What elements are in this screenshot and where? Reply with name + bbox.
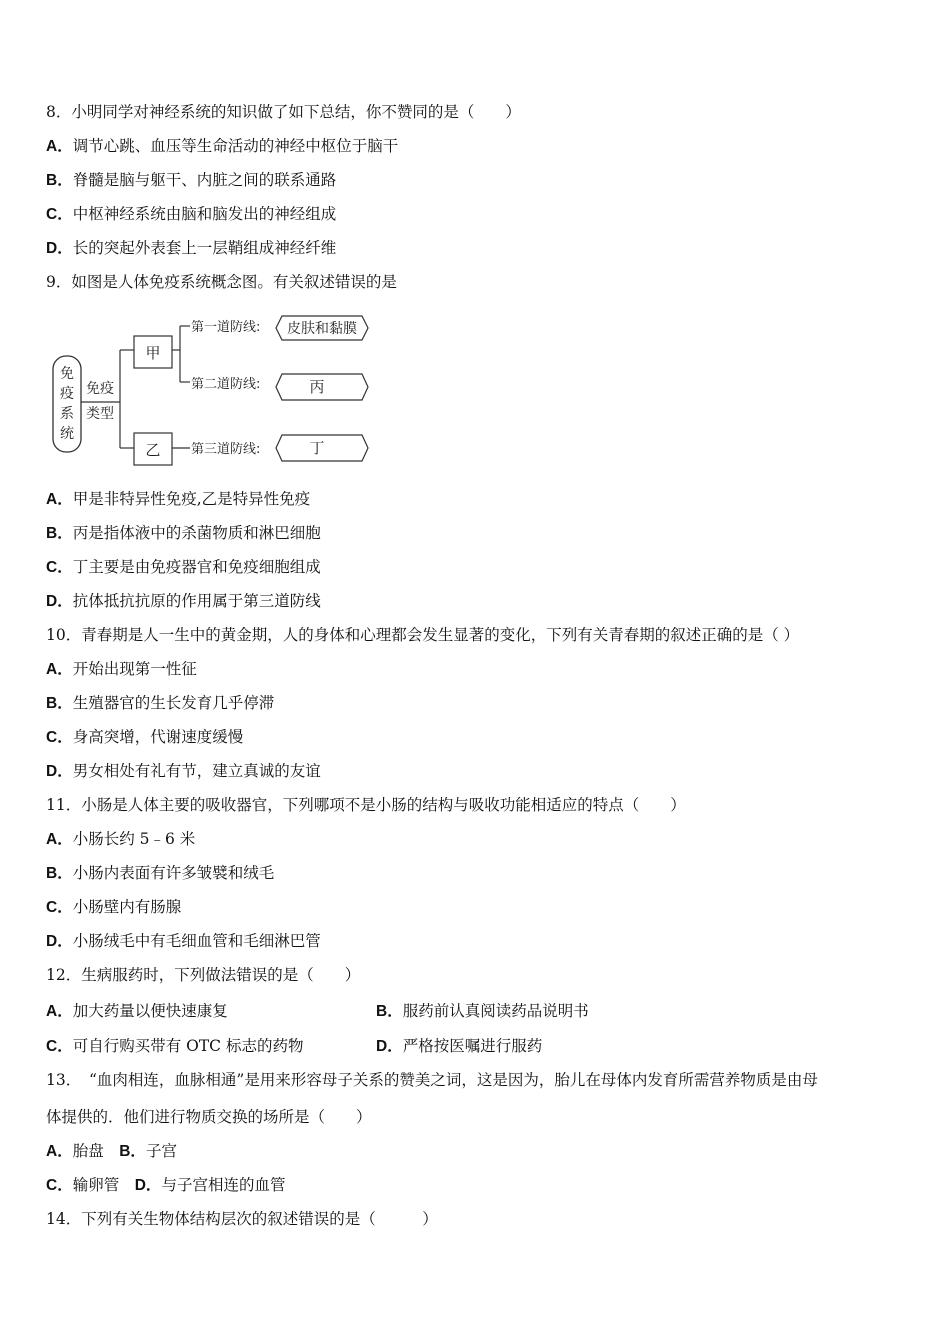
yi-label: 乙 — [145, 441, 161, 459]
q8-option-b: B．脊髓是脑与躯干、内脏之间的联系通路 — [46, 171, 337, 189]
q9-option-b: B．丙是指体液中的杀菌物质和淋巴细胞 — [46, 524, 321, 542]
q8-option-d: D．长的突起外表套上一层鞘组成神经纤维 — [46, 239, 337, 257]
root-label-4: 统 — [60, 426, 74, 442]
root-label-1: 免 — [60, 366, 74, 382]
q9-option-a: A．甲是非特异性免疫,乙是特异性免疫 — [46, 490, 311, 508]
skin-label: 皮肤和黏膜 — [287, 321, 357, 337]
q12-option-a: A．加大药量以便快速康复 — [46, 1002, 228, 1020]
q11-option-a: A．小肠长约 5﹣6 米 — [46, 830, 196, 848]
q11-option-d: D．小肠绒毛中有毛细血管和毛细淋巴管 — [46, 932, 321, 950]
q12-option-b: B．服药前认真阅读药品说明书 — [376, 1002, 589, 1020]
q10-option-a: A．开始出现第一性征 — [46, 660, 197, 678]
q10-option-c: C．身高突增，代谢速度缓慢 — [46, 728, 244, 746]
q9-stem: 9．如图是人体免疫系统概念图。有关叙述错误的是 — [46, 273, 397, 291]
line2-label: 第二道防线: — [191, 377, 261, 392]
q11-option-b: B．小肠内表面有许多皱襞和绒毛 — [46, 864, 275, 882]
q13-options-row2: C．输卵管 D．与子宫相连的血管 — [46, 1176, 286, 1194]
q12-option-c: C．可自行购买带有 OTC 标志的药物 — [46, 1037, 304, 1055]
line1-label: 第一道防线: — [191, 320, 261, 335]
type-label-2: 类型 — [86, 406, 114, 422]
q8-option-c: C．中枢神经系统由脑和脑发出的神经组成 — [46, 205, 337, 223]
line3-label: 第三道防线: — [191, 442, 261, 457]
q11-option-c: C．小肠壁内有肠腺 — [46, 898, 182, 916]
q13-options-row1: A．胎盘 B．子宫 — [46, 1142, 177, 1160]
q8-stem: 8．小明同学对神经系统的知识做了如下总结，你不赞同的是（ ） — [46, 103, 521, 121]
q10-option-b: B．生殖器官的生长发育几乎停滞 — [46, 694, 275, 712]
immune-system-diagram — [50, 310, 380, 472]
type-label-1: 免疫 — [86, 381, 114, 397]
q12-stem: 12．生病服药时，下列做法错误的是（ ） — [46, 966, 361, 984]
root-label-2: 疫 — [60, 386, 74, 402]
ding-label: 丁 — [309, 439, 325, 457]
q8-option-a: A．调节心跳、血压等生命活动的神经中枢位于脑干 — [46, 137, 399, 155]
root-label-3: 系 — [60, 406, 74, 422]
q10-stem: 10．青春期是人一生中的黄金期，人的身体和心理都会发生显著的变化，下列有关青春期的叙述正确的是（ ） — [46, 626, 800, 644]
q14-stem: 14．下列有关生物体结构层次的叙述错误的是（ ） — [46, 1210, 438, 1228]
q10-option-d: D．男女相处有礼有节，建立真诚的友谊 — [46, 762, 321, 780]
q9-option-c: C．丁主要是由免疫器官和免疫细胞组成 — [46, 558, 321, 576]
q13-stem-line2: 体提供的．他们进行物质交换的场所是（ ） — [46, 1108, 372, 1126]
q13-stem-line1: 13． “血肉相连，血脉相通”是用来形容母子关系的赞美之词，这是因为，胎儿在母体内发育所需营养物质是由母 — [46, 1071, 818, 1089]
jia-label: 甲 — [145, 344, 161, 362]
bing-label: 丙 — [309, 378, 325, 396]
q9-option-d: D．抗体抵抗抗原的作用属于第三道防线 — [46, 592, 321, 610]
q12-option-d: D．严格按医嘱进行服药 — [376, 1037, 543, 1055]
q11-stem: 11．小肠是人体主要的吸收器官，下列哪项不是小肠的结构与吸收功能相适应的特点（ ） — [46, 796, 686, 814]
